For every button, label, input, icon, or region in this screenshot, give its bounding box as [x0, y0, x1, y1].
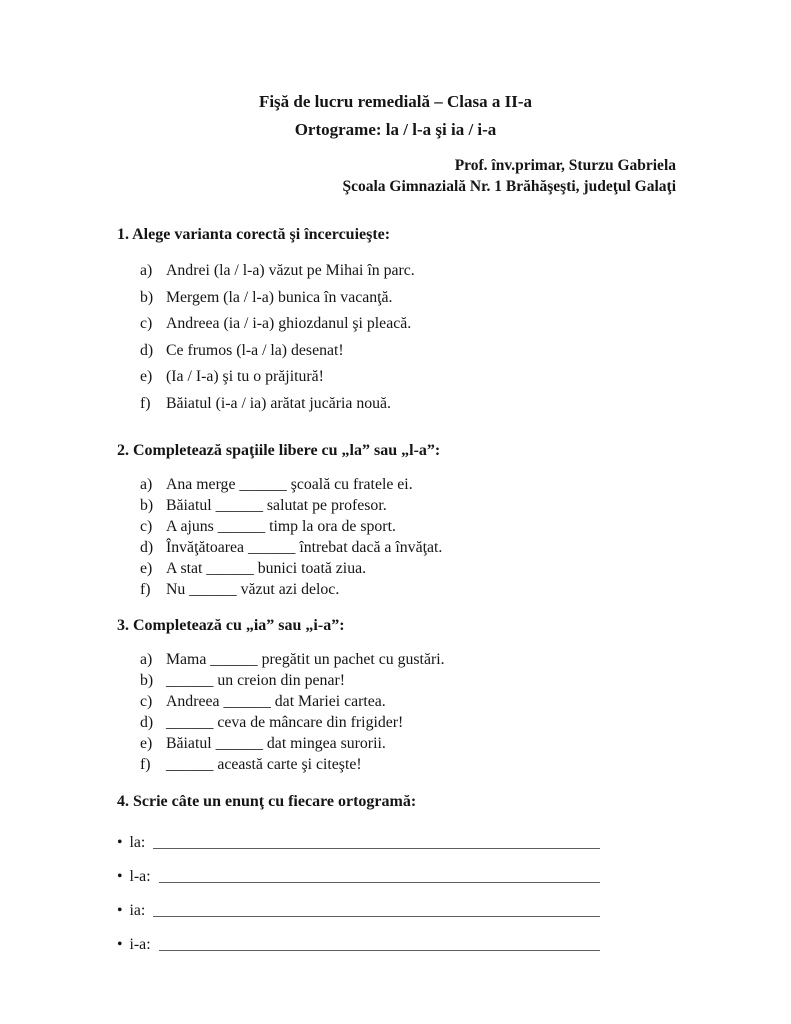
- item-letter: c): [140, 517, 153, 535]
- write-line-la: [117, 818, 600, 852]
- list-item: [117, 691, 711, 712]
- item-letter: f): [140, 755, 151, 773]
- item-text: Băiatul ______ dat mingea surorii.: [166, 734, 386, 752]
- section-2-list: [117, 474, 711, 600]
- item-text: Băiatul ______ salutat pe profesor.: [166, 496, 387, 514]
- bullet-icon: •: [117, 833, 123, 851]
- ortogram-label: l-a:: [129, 867, 151, 885]
- page-subtitle: Ortograme: la / l-a şi ia / i-a: [294, 120, 497, 139]
- page-title: Fişă de lucru remedială – Clasa a II-a: [258, 92, 533, 111]
- list-item: [117, 391, 711, 418]
- list-item: [117, 579, 711, 600]
- write-line-ia: [117, 886, 600, 920]
- section-3: [117, 616, 711, 775]
- author-block: [0, 155, 791, 197]
- item-letter: b): [140, 496, 154, 514]
- item-text: ______ această carte şi citeşte!: [166, 755, 362, 773]
- write-line-l-a: [117, 852, 600, 886]
- item-text: Mama ______ pregătit un pachet cu gustări.: [166, 650, 445, 668]
- author-name: Prof. înv.primar, Sturzu Gabriela: [454, 157, 676, 174]
- list-item: [117, 754, 711, 775]
- item-letter: f): [140, 580, 151, 598]
- item-letter: f): [140, 394, 151, 412]
- item-text: Andreea ______ dat Mariei cartea.: [166, 692, 386, 710]
- item-letter: d): [140, 538, 154, 556]
- answer-blank-line: [159, 882, 600, 883]
- list-item: [117, 537, 711, 558]
- section-2: [117, 441, 711, 600]
- worksheet-content: [117, 225, 711, 954]
- item-text: A ajuns ______ timp la ora de sport.: [166, 517, 396, 535]
- list-item: [117, 495, 711, 516]
- list-item: [117, 712, 711, 733]
- item-text: ______ un creion din penar!: [166, 671, 345, 689]
- answer-blank-line: [153, 916, 600, 917]
- list-item: [117, 670, 711, 691]
- item-letter: e): [140, 734, 153, 752]
- bullet-icon: •: [117, 901, 123, 919]
- item-text: Învăţătoarea ______ întrebat dacă a învăţat.: [166, 538, 443, 556]
- item-letter: a): [140, 475, 153, 493]
- ortogram-label: ia:: [129, 901, 146, 919]
- item-text: Ana merge ______ şcoală cu fratele ei.: [166, 475, 413, 493]
- item-letter: d): [140, 341, 154, 359]
- item-letter: d): [140, 713, 154, 731]
- section-2-heading: 2. Completează spaţiile libere cu „la” sau „l-a”:: [117, 441, 441, 459]
- item-letter: b): [140, 671, 154, 689]
- item-letter: a): [140, 262, 153, 279]
- list-item: [117, 516, 711, 537]
- item-text: Mergem (la / l-a) bunica în vacanţă.: [166, 288, 393, 306]
- item-letter: c): [140, 692, 153, 710]
- list-item: [117, 311, 711, 338]
- school-name: Şcoala Gimnazială Nr. 1 Brăhăşeşti, judeţul Galaţi: [342, 178, 676, 195]
- item-text: Andreea (ia / i-a) ghiozdanul şi pleacă.: [166, 315, 412, 333]
- list-item: [117, 258, 711, 285]
- list-item: [117, 364, 711, 391]
- section-3-list: [117, 649, 711, 775]
- item-letter: e): [140, 559, 153, 577]
- section-4-heading: 4. Scrie câte un enunţ cu fiecare ortogramă:: [117, 792, 417, 810]
- list-item: [117, 733, 711, 754]
- bullet-icon: •: [117, 867, 123, 885]
- section-1-heading: 1. Alege varianta corectă şi încercuieşte:: [117, 226, 391, 243]
- write-line-i-a: [117, 920, 600, 954]
- ortogram-label: i-a:: [129, 935, 151, 953]
- list-item: [117, 285, 711, 312]
- list-item: [117, 649, 711, 670]
- answer-blank-line: [159, 950, 600, 951]
- document-header: [0, 88, 791, 144]
- section-4: [117, 792, 711, 954]
- item-text: ______ ceva de mâncare din frigider!: [166, 713, 404, 731]
- list-item: [117, 474, 711, 495]
- item-letter: e): [140, 368, 153, 386]
- item-text: (Ia / I-a) şi tu o prăjitură!: [166, 368, 324, 386]
- list-item: [117, 558, 711, 579]
- item-letter: c): [140, 315, 153, 333]
- item-letter: a): [140, 650, 153, 668]
- bullet-icon: •: [117, 935, 123, 953]
- section-3-heading: 3. Completează cu „ia” sau „i-a”:: [117, 616, 345, 634]
- item-text: Băiatul (i-a / ia) arătat jucăria nouă.: [166, 394, 391, 412]
- item-text: A stat ______ bunici toată ziua.: [166, 559, 367, 577]
- section-1: [117, 225, 711, 418]
- section-4-list: [117, 818, 711, 954]
- list-item: [117, 338, 711, 365]
- section-1-list: [117, 258, 711, 418]
- item-text: Nu ______ văzut azi deloc.: [166, 580, 340, 598]
- item-letter: b): [140, 288, 154, 306]
- answer-blank-line: [153, 848, 600, 849]
- item-text: Andrei (la / l-a) văzut pe Mihai în parc.: [166, 262, 415, 279]
- ortogram-label: la:: [129, 833, 146, 851]
- item-text: Ce frumos (l-a / la) desenat!: [166, 341, 344, 359]
